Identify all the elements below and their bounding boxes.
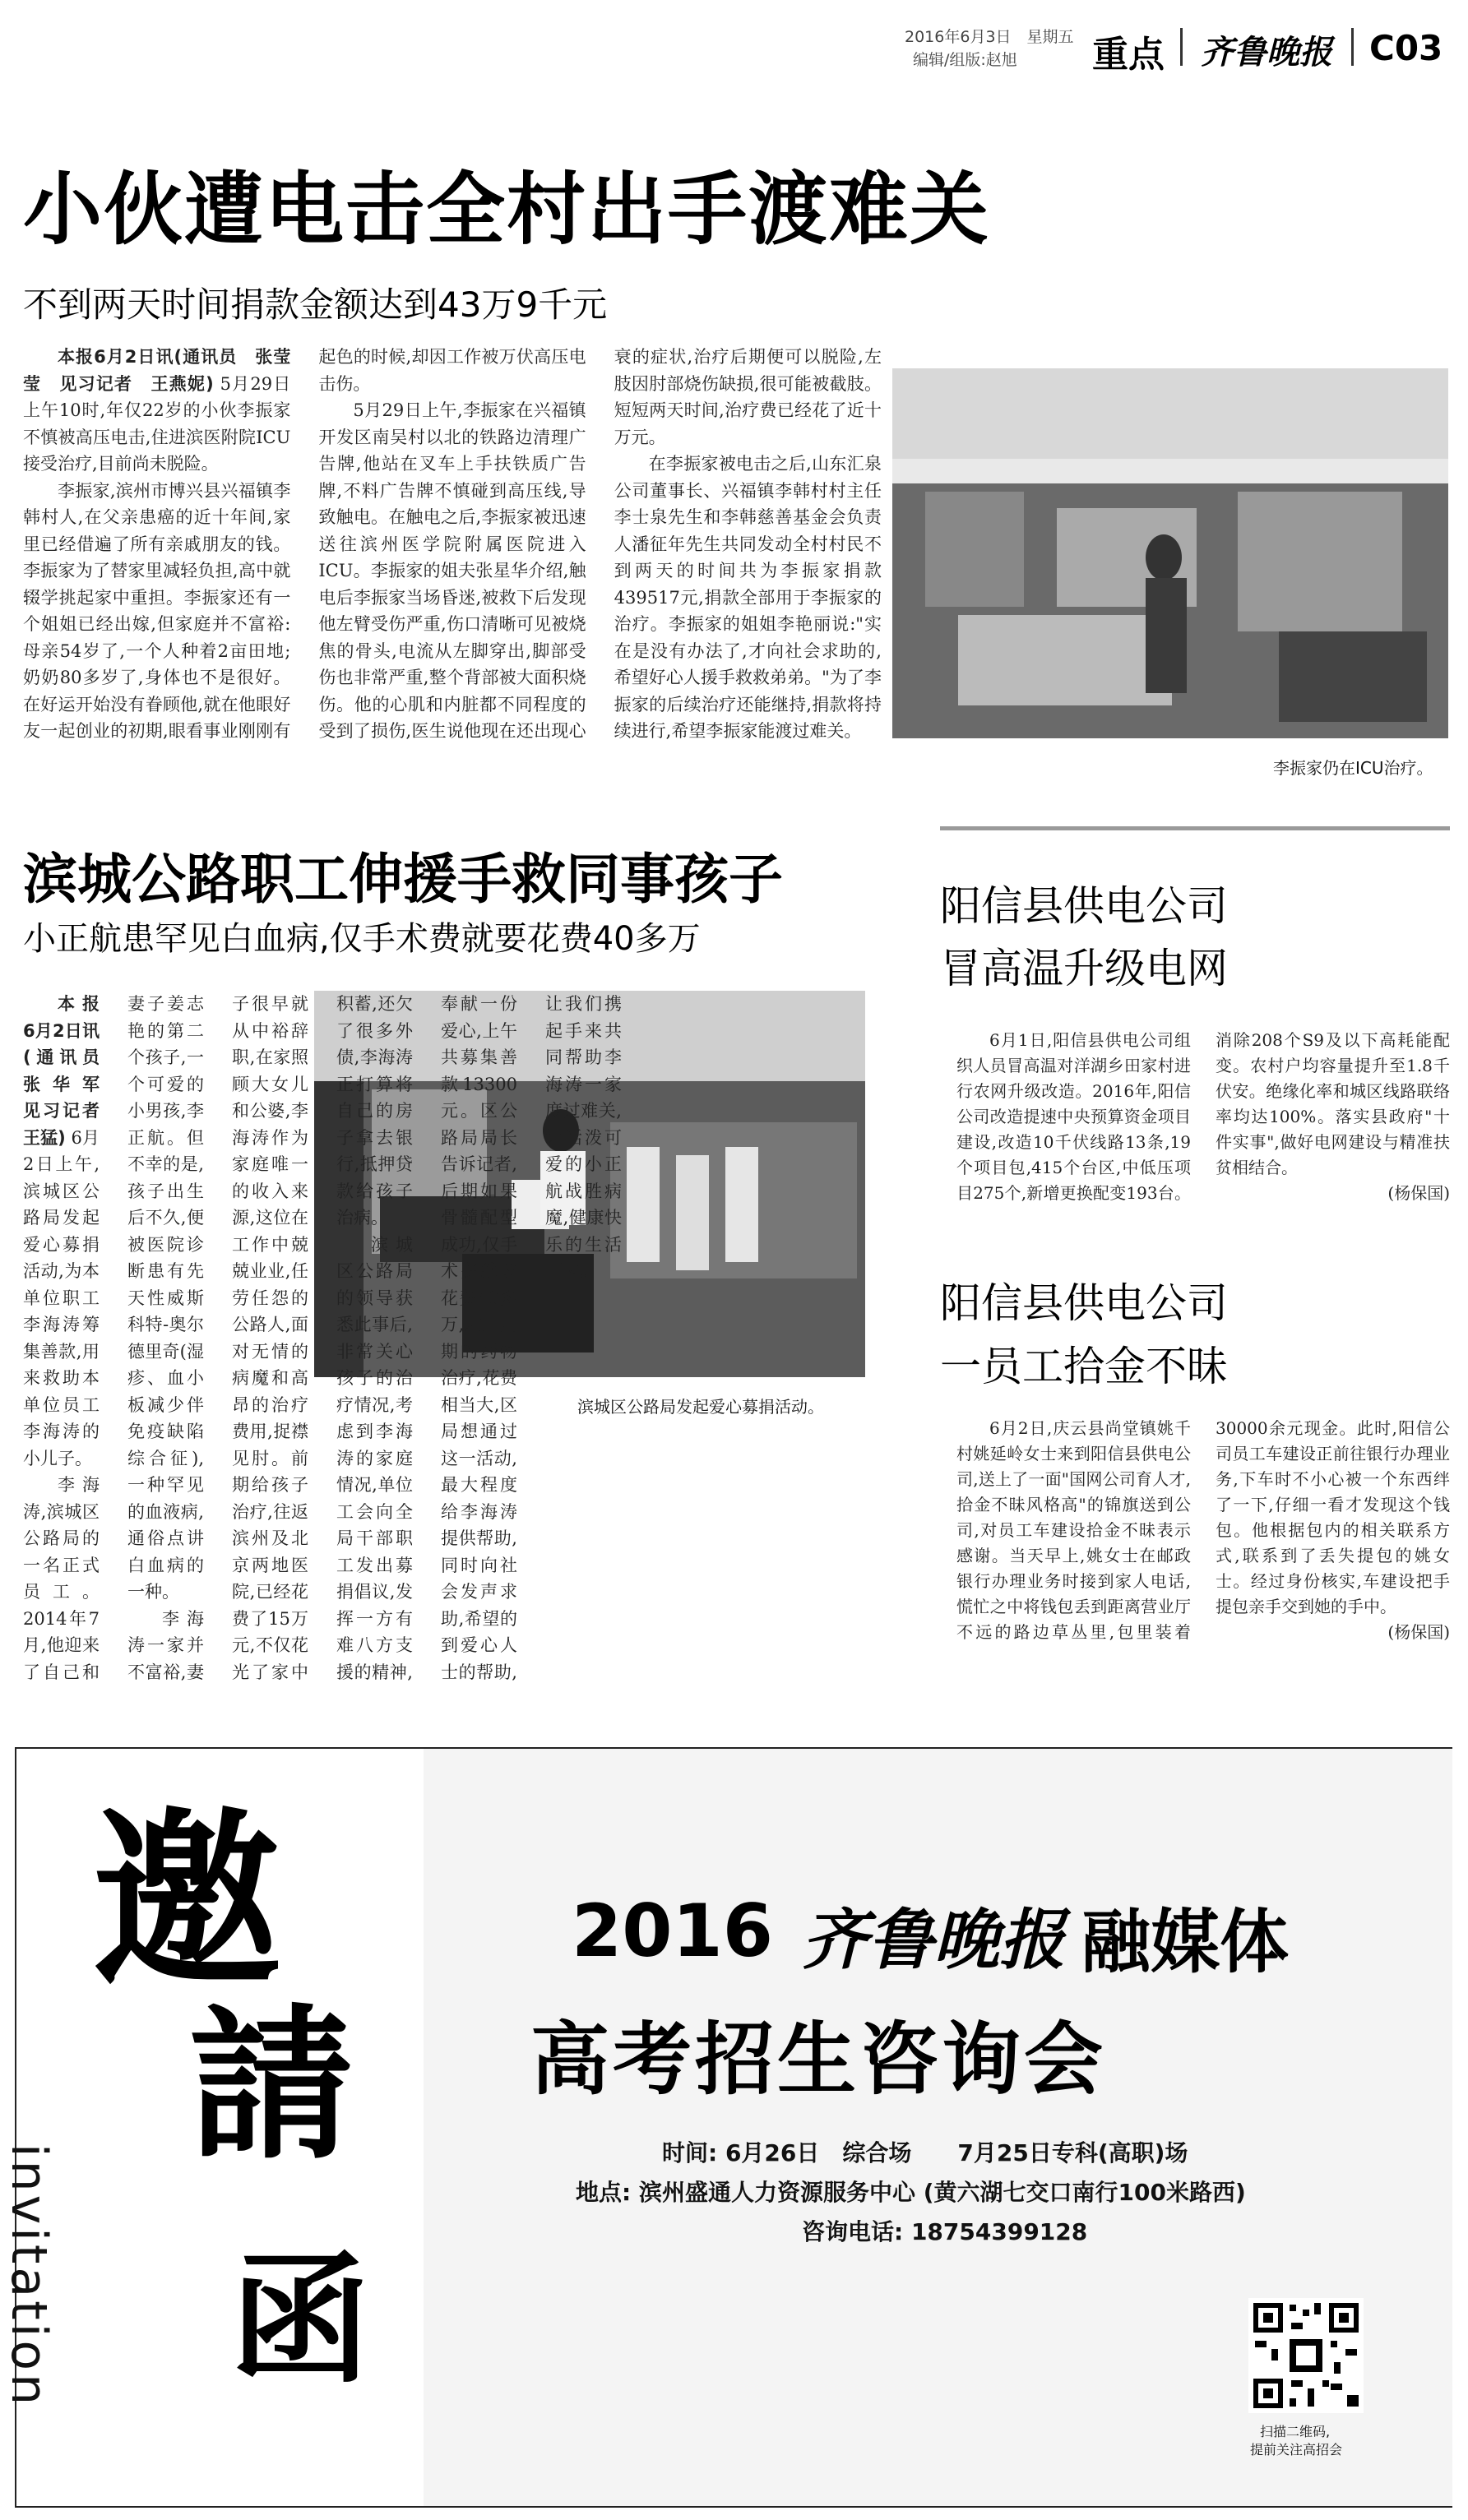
article2-paragraph: 李海涛一家并不富裕,妻子很早就从中裕辞职,在家照顾大女儿和公婆,李海涛作为家庭唯一的收入来源,这位在工作中兢兢业业,任劳任怨的公路人,面对无情的病魔和高昂的治疗费用,捉襟见肘。前期给孩子治疗,往返滨州及北京两地医院,已经花费了15万元,不仅花光了家中积蓄,还欠了很多外债,李海涛正打算将自己的房子拿去银行,抵押贷款给孩子治病。 — [127, 994, 413, 1682]
article1-text — [23, 344, 882, 779]
article2-byline: 本报6月2日讯(通讯员 张华军 见习记者 王猛) — [23, 994, 117, 1148]
section-rule — [940, 826, 1450, 830]
article2-paragraph: 滨城区公路局的领导获悉此事后,非常关心孩子的治疗情况,考虑到李海涛的家庭情况,单位工会向全局干部职工发出募捐倡议,发挥一方有难八方支援的精神,奉献一份爱心,上午共募集善款13300元。区公路局局长告诉记者,后期如果骨髓配型成功,仅手术费就要花费40多万,加上后期的药物治疗,花费相当大,区局想通过这一活动,最大程度给李海涛提供帮助,同时向社会发声求助,希望的到爱心人士的帮助,让我们携起手来共同帮助李海涛一家度过难关,让活泼可爱的小正航战胜病魔,健康快乐的生活下去。 — [336, 994, 622, 1682]
header-divider-2 — [1351, 28, 1354, 66]
qr-code[interactable] — [1248, 2298, 1364, 2413]
icu-photo-caption: 李振家仍在ICU治疗。 — [1273, 758, 1433, 778]
ad-brand: 齐鲁晚报 — [802, 1901, 1065, 1978]
invite-english: invitation — [0, 2143, 58, 2409]
qr-code-graphic — [1248, 2298, 1364, 2413]
article3-headline-line2: 冒高温升级电网 — [940, 945, 1228, 992]
qr-caption-1: 扫描二维码, — [1260, 2424, 1331, 2439]
ad-time: 时间: 6月26日 综合场 7月25日专科(高职)场 — [662, 2139, 1188, 2166]
brand-logo: 齐鲁晚报 — [1201, 33, 1332, 72]
ad-year: 2016 — [572, 1889, 773, 1973]
article2-headline: 滨城公路职工伸援手救同事孩子 — [23, 848, 783, 911]
invite-char-2: 請 — [189, 1989, 354, 2182]
ad-title-tail: 融媒体 — [1081, 1902, 1290, 1982]
section-title: 重点 — [1092, 34, 1165, 76]
article4-headline-line2: 一员工拾金不昧 — [940, 1343, 1228, 1390]
ad-phone: 咨询电话: 18754399128 — [802, 2218, 1088, 2245]
issue-date: 2016年6月3日 星期五 — [905, 28, 1074, 46]
donation-photo-caption: 滨城区公路局发起爱心募捐活动。 — [577, 1397, 824, 1417]
page-number: C03 — [1369, 28, 1443, 68]
article1-paragraph: 本报6月2日讯(通讯员 张莹莹 见习记者 王燕妮) 5月29日上午10时,年仅22岁的小伙李振家不慎被高压电击,住进滨医附院ICU接受治疗,目前尚未脱险。 — [23, 347, 291, 474]
masthead — [0, 0, 1468, 74]
editor-credit: 编辑/组版:赵旭 — [913, 51, 1017, 69]
article4-signoff: (杨保国) — [1387, 1622, 1450, 1642]
qr-caption-2: 提前关注高招会 — [1250, 2442, 1343, 2458]
article4-paragraph: 6月2日,庆云县尚堂镇姚千村姚延岭女士来到阳信县供电公司,送上了一面"国网公司育人才,拾金不昧风格高"的锦旗送到公司,对员工车建设拾金不昧表示感谢。当天早上,姚女士在邮政银行办理业务时接到家人电话,慌忙之中将钱包丢到距离营业厅不远的路边草丛里,包里装着30000余元现金。此时,阳信公司员工车建设正前往银行办理业务,下车时不小心被一个东西绊了一下,仔细一看才发现这个钱包。他根据包内的相关联系方式,联系到了丢失提包的姚女士。经过身份核实,车建设把手提包亲手交到她的手中。 — [956, 1418, 1450, 1642]
article2-paragraph: 李海涛,滨城区公路局的一名正式员工。2014年7月,他迎来了自己和妻子姜志艳的第二个孩子,一个可爱的小男孩,李正航。但不幸的是,孩子出生后不久,便被医院诊断患有先天性威斯科特-奥尔德里奇(湿疹、血小板减少伴免疫缺陷综合征),一种罕见的血液病,通俗点讲白血病的一种。 — [23, 994, 204, 1682]
header-divider — [1180, 28, 1183, 66]
article2-text — [23, 991, 882, 1690]
article3-paragraph: 6月1日,阳信县供电公司组织人员冒高温对洋湖乡田家村进行农网升级改造。2016年,阳信公司改造提速中央预算资金项目建设,改造10千伏线路13条,19个项目包,415个台区,中低压项目275个,新增更换配变193台。消除208个S9及以下高耗能配变。农村户均容量提升至1.8千伏安。绝缘化率和城区线路联络率均达100%。落实县政府"十件实事",做好电网建设与精准扶贫相结合。 — [956, 1030, 1450, 1203]
ad-place: 地点: 滨州盛通人力资源服务中心 (黄六湖七交口南行100米路西) — [576, 2179, 1246, 2206]
article1-headline: 小伙遭电击全村出手渡难关 — [23, 164, 990, 256]
article4-headline-line1: 阳信县供电公司 — [940, 1279, 1228, 1327]
icu-photo-illustration — [892, 368, 1448, 738]
article1-subhead: 不到两天时间捐款金额达到43万9千元 — [23, 284, 608, 325]
icu-photo — [892, 368, 1448, 738]
article4-text — [956, 1416, 1450, 1679]
article2-paragraph: 本报6月2日讯(通讯员 张华军 见习记者 王猛) 6月2日上午,滨城区公路局发起爱心募捐活动,为本单位职工李海涛筹集善款,用来救助本单位员工李海涛的小儿子。 — [23, 994, 117, 1468]
invitation-ad — [0, 1747, 1452, 2508]
article2-columns — [23, 991, 622, 1690]
invite-char-1: 邀 — [92, 1790, 282, 2012]
article1-byline: 本报6月2日讯(通讯员 张莹莹 见习记者 王燕妮) — [23, 347, 291, 394]
article1-paragraph: 5月29日上午,李振家在兴福镇开发区南吴村以北的铁路边清理广告牌,他站在叉车上手扶铁质广告牌,不料广告牌不慎碰到高压线,导致触电。在触电之后,李振家被迅速送往滨州医学院附属医院进入ICU。李振家的姐夫张星华介绍,触电后李振家当场昏迷,被救下后发现他左臂受伤严重,伤口清晰可见被烧焦的骨头,电流从左脚穿出,脚部受伤也非常严重,整个背部被大面积烧伤。他的心肌和内脏都不同程度的受到了损伤,医生说他现在还出现心衰的症状,治疗后期便可以脱险,左肢因肘部烧伤缺损,很可能被截肢。短短两天时间,治疗费已经花了近十万元。 — [318, 347, 882, 741]
article1-paragraph: 在李振家被电击之后,山东汇泉公司董事长、兴福镇李韩村村主任李士泉先生和李韩慈善基金会负责人潘征年先生共同发动全村村民不到两天的时间共为李振家捐款439517元,捐款全部用于李振家的治疗。李振家的姐姐李艳丽说:"实在是没有办法了,才向社会求助的,希望好心人援手救救弟弟。"为了李振家的后续治疗还能继持,捐款将持续进行,希望李振家能渡过难关。 — [614, 454, 882, 741]
article3-signoff: (杨保国) — [1387, 1183, 1450, 1203]
article3-text — [956, 1028, 1450, 1250]
article2-subhead: 小正航患罕见白血病,仅手术费就要花费40多万 — [23, 920, 701, 958]
article1-paragraph: 李振家,滨州市博兴县兴福镇李韩村人,在父亲患癌的近十年间,家里已经借遍了所有亲戚朋友的钱。李振家为了替家里减轻负担,高中就辍学挑起家中重担。李振家还有一个姐姐已经出嫁,但家庭并不富裕:母亲54岁了,一个人种着2亩田地;奶奶80多岁了,身体也不是很好。在好运开始没有眷顾他,就在他眼好友一起创业的初期,眼看事业刚刚有起色的时候,却因工作被万伏高压电击伤。 — [23, 347, 586, 741]
ad-subtitle: 高考招生咨询会 — [530, 2013, 1106, 2106]
article3-headline-line1: 阳信县供电公司 — [940, 882, 1228, 930]
invite-char-3: 函 — [230, 2238, 371, 2402]
